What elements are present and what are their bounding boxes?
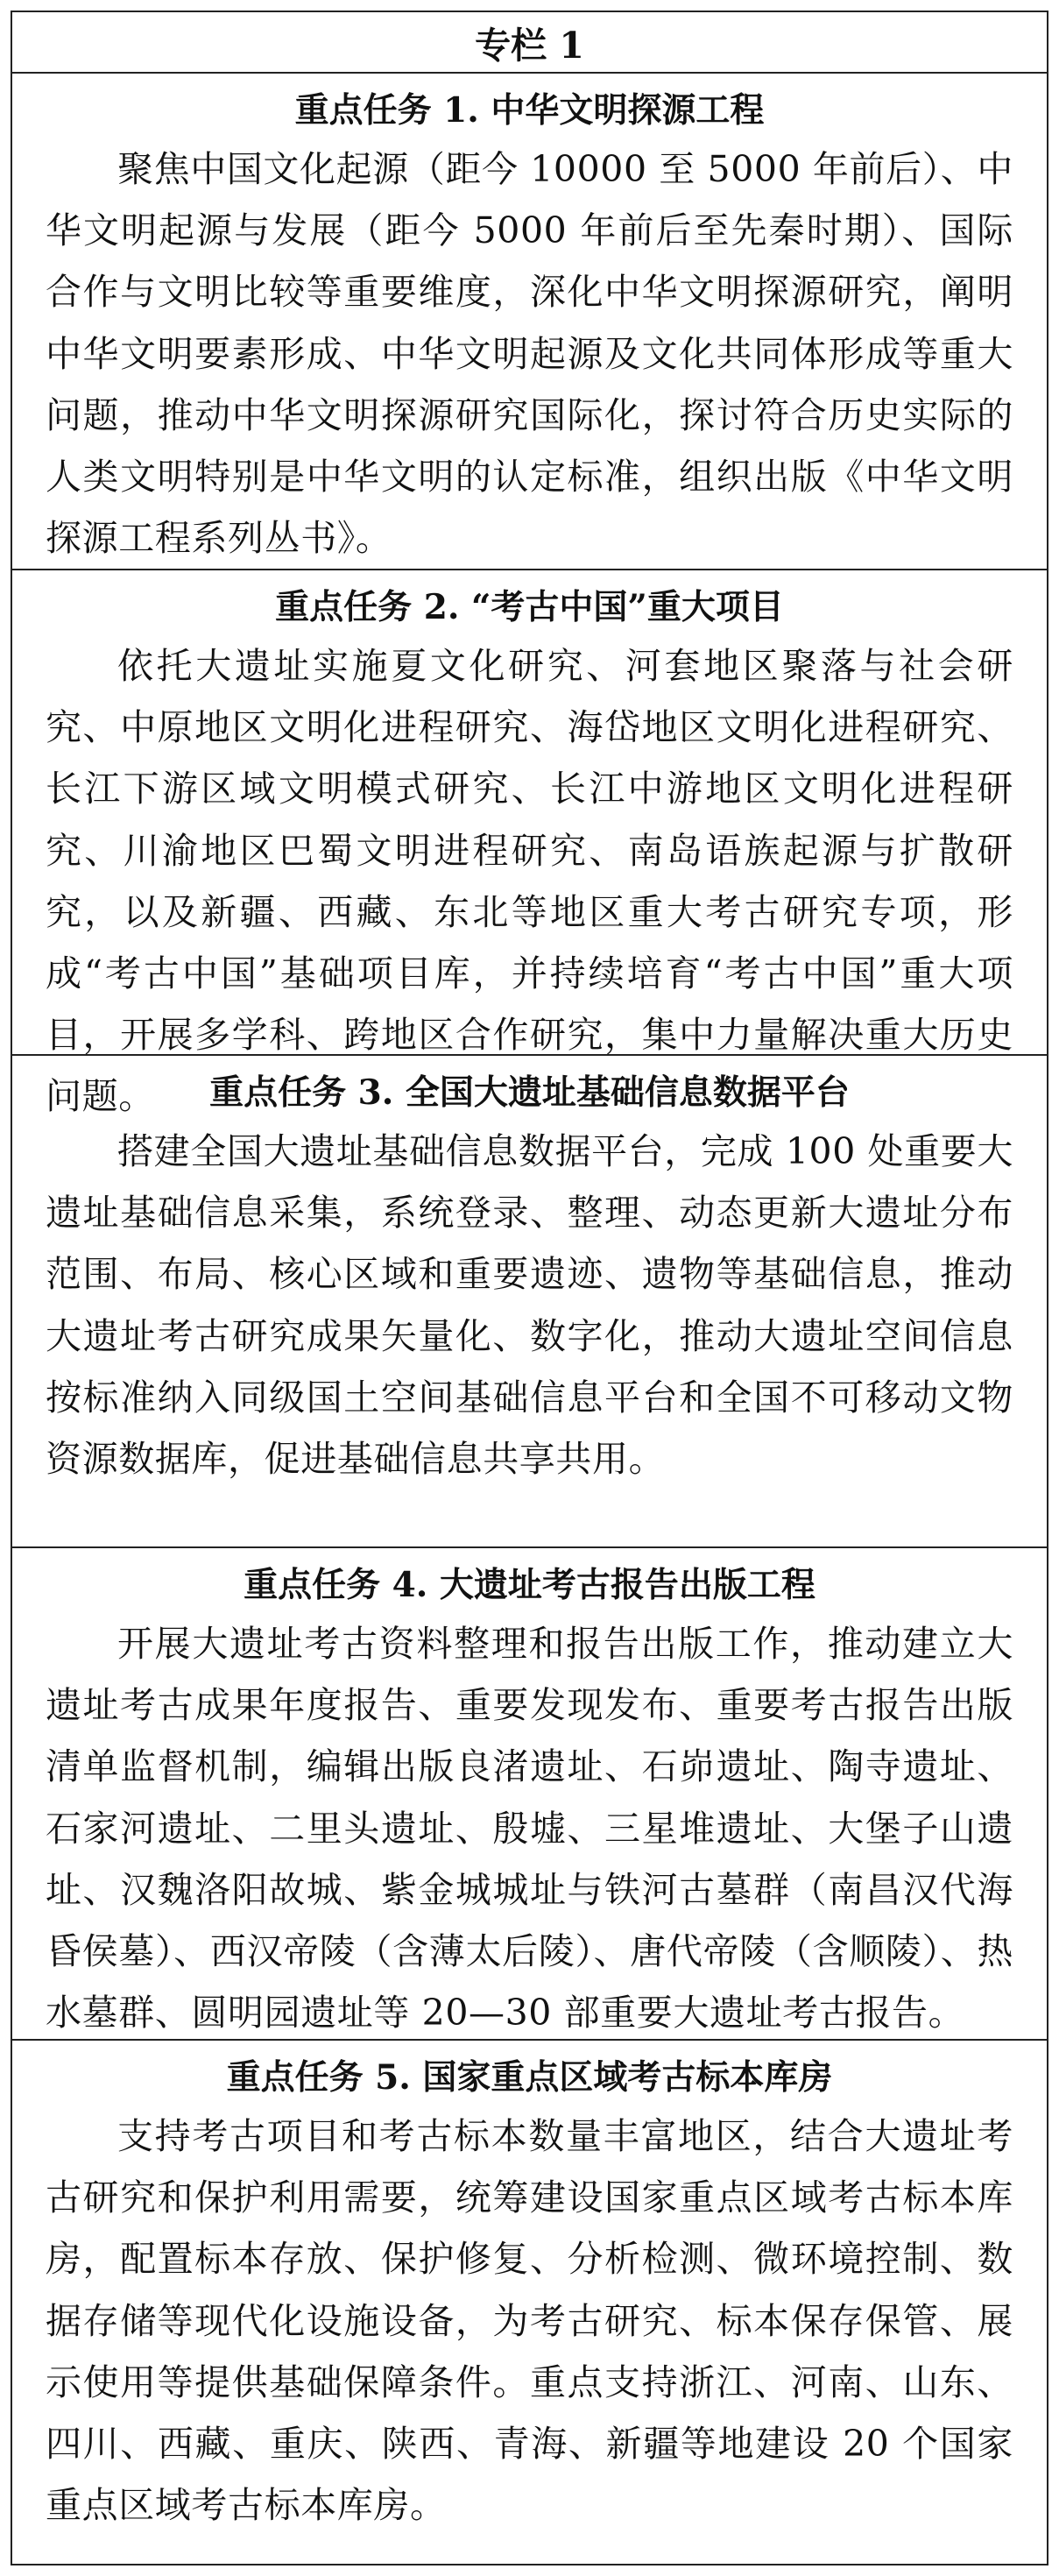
task-section-1 <box>12 74 1047 570</box>
task-title: 重点任务 1. 中华文明探源工程 <box>294 90 765 131</box>
task-section-3 <box>12 1056 1047 1548</box>
task-title: 重点任务 4. 大遗址考古报告出版工程 <box>244 1565 815 1605</box>
task-body: 依托大遗址实施夏文化研究、河套地区聚落与社会研究、中原地区文明化进程研究、海岱地区文明化进程研究、长江下游区域文明模式研究、长江中游地区文明化进程研究、川渝地区巴蜀文明进程研究、南岛语族起源与扩散研究，以及新疆、西藏、东北等地区重大考古研究专项，形成“考古中国”基础项目库，并持续培育“考古中国”重大项目，开展多学科、跨地区合作研究，集中力量解决重大历史问题。 <box>46 645 1013 1118</box>
column-box <box>11 11 1048 2565</box>
task-body: 支持考古项目和考古标本数量丰富地区，结合大遗址考古研究和保护利用需要，统筹建设国家重点区域考古标本库房，配置标本存放、保护修复、分析检测、微环境控制、数据存储等现代化设施设备，为考古研究、标本保存保管、展示使用等提供基础保障条件。重点支持浙江、河南、山东、四川、西藏、重庆、陕西、青海、新疆等地建设 20 个国家重点区域考古标本库房。 <box>46 2115 1013 2527</box>
task-section-4 <box>12 1548 1047 2041</box>
column-header <box>12 12 1047 74</box>
task-title: 重点任务 5. 国家重点区域考古标本库房 <box>226 2057 833 2098</box>
task-title: 重点任务 2. “考古中国”重大项目 <box>275 587 784 627</box>
task-body: 开展大遗址考古资料整理和报告出版工作，推动建立大遗址考古成果年度报告、重要发现发布、重要考古报告出版清单监督机制，编辑出版良渚遗址、石峁遗址、陶寺遗址、石家河遗址、二里头遗址、殷墟、三星堆遗址、大堡子山遗址、汉魏洛阳故城、紫金城城址与铁河古墓群（南昌汉代海昏侯墓）、西汉帝陵（含薄太后陵）、唐代帝陵（含顺陵）、热水墓群、圆明园遗址等 20—30 部重要大遗址考古报告。 <box>46 1623 1013 2035</box>
task-title: 重点任务 3. 全国大遗址基础信息数据平台 <box>209 1072 850 1113</box>
column-title: 专栏 1 <box>475 24 584 67</box>
task-body: 聚焦中国文化起源（距今 10000 至 5000 年前后）、中华文明起源与发展（距今 5000 年前后至先秦时期）、国际合作与文明比较等重要维度，深化中华文明探源研究，阐明中华文明要素形成、中华文明起源及文化共同体形成等重大问题，推动中华文明探源研究国际化，探讨符合历史实际的人类文明特别是中华文明的认定标准，组织出版《中华文明探源工程系列丛书》。 <box>46 148 1013 560</box>
task-section-5 <box>12 2041 1047 2566</box>
task-body: 搭建全国大遗址基础信息数据平台，完成 100 处重要大遗址基础信息采集，系统登录、整理、动态更新大遗址分布范围、布局、核心区域和重要遗迹、遗物等基础信息，推动大遗址考古研究成果矢量化、数字化，推动大遗址空间信息按标准纳入同级国土空间基础信息平台和全国不可移动文物资源数据库，促进基础信息共享共用。 <box>46 1130 1013 1481</box>
